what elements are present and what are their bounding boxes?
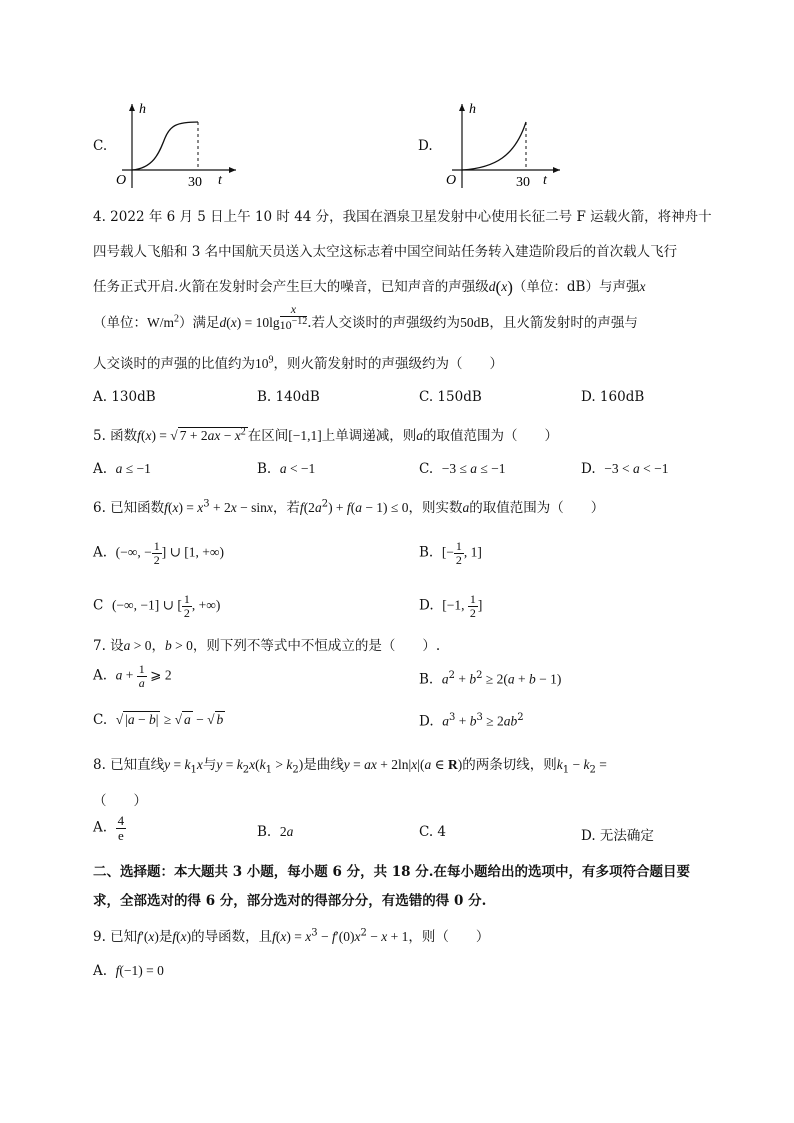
- q6-stem: 6. 已知函数$f(x) = x^3 + 2x - \sin x$，若$f(2a^2) + f(a - 1) \le 0$，则实数a的取值范围为（ ）: [93, 498, 605, 516]
- section-2-heading-line-2: 求，全部选对的得 6 分，部分选对的得部分分，有选错的得 0 分.: [93, 893, 487, 909]
- q6-option-c: C (−∞, −1] ∪ [ $\frac{1}{2}$ , +∞): [93, 592, 221, 620]
- q4-line-3: 任务正式开启.火箭在发射时会产生巨大的噪音，已知声音的声强级d(x)（单位：dB）与声强x: [93, 277, 646, 297]
- q4-option-a: A. 130dB: [93, 389, 156, 405]
- q7-option-c: C. √ |a − b| ≥ √ a − √ b: [93, 712, 224, 728]
- tick-30-label: 30: [516, 175, 530, 190]
- q4-line-4d: ，且火箭发射时的声强与: [489, 314, 638, 331]
- option-c-label: C.: [93, 138, 108, 154]
- q5-option-a: A. a ≤ −1: [93, 461, 151, 477]
- axis-t-label: t: [543, 173, 547, 188]
- q8-option-b: B. 2a: [257, 824, 294, 840]
- q4-line-4a: （单位：: [93, 314, 147, 331]
- q6-option-d: D. [−1, $\frac{1}{2}$ ]: [419, 592, 483, 620]
- q6-option-a: A. (−∞, − $\frac{1}{2}$ ] ∪ [1, +∞): [93, 539, 225, 567]
- q5-option-c: C. −3 ≤ a ≤ −1: [419, 461, 506, 477]
- option-d-label: D.: [418, 138, 433, 154]
- q4-option-c: C. 150dB: [419, 389, 482, 405]
- q4-line-4c: .若人交谈时的声强级约为: [307, 314, 461, 331]
- q4-line-4b: ）满足: [179, 314, 220, 331]
- q8-option-d: D. 无法确定: [581, 828, 654, 844]
- q4-option-d: D. 160dB: [581, 389, 645, 405]
- graph-d: [440, 100, 570, 192]
- origin-label: O: [446, 173, 457, 188]
- q9-option-a: A. f(−1) = 0: [93, 963, 164, 979]
- q4-option-b: B. 140dB: [257, 389, 320, 405]
- q8-option-a: A. $\frac{4}{e}$: [93, 813, 125, 843]
- q4-line-5b: ，则火箭发射时的声强级约为（ ）: [273, 356, 503, 372]
- section-2-heading-line-1: 二、选择题：本大题共 3 小题，每小题 6 分，共 18 分.在每小题给出的选项中，有多项符合题目要: [93, 864, 690, 880]
- q8-stem: 8. 已知直线$y = k_1x$与$y = k_2x(k_1 > k_2)$是曲线y = ax + 2ln|x|(a ∈ R)的两条切线，则$k_1 - k_2$ =: [93, 757, 607, 776]
- tick-30-label: 30: [188, 175, 202, 190]
- q9-stem: 9. 已知f′(x)是f(x)的导函数，且$f(x) = x^3 - f'(0)x^2 - x + 1$，则（ ）: [93, 927, 490, 945]
- q4-line-4: （单位：$W/m^2$）满足d(x) = 10lg $\frac{x}{10^{-12}}$ .若人交谈时的声强级约为50dB，且火箭发射时的声强与: [93, 302, 638, 332]
- q7-option-b: B. $a^2 + b^2 \ge 2(a + b - 1)$: [419, 670, 562, 688]
- q6-option-b: B. [− $\frac{1}{2}$ , 1]: [419, 539, 482, 567]
- q4-line-3a: 任务正式开启.火箭在发射时会产生巨大的噪音，已知声音的声强级: [93, 279, 489, 295]
- axis-t-label: t: [218, 173, 222, 188]
- q8-option-c: C. 4: [419, 824, 447, 840]
- axis-h-label: h: [139, 102, 146, 117]
- origin-label: O: [116, 173, 127, 188]
- axis-h-label: h: [469, 102, 476, 117]
- q8-paren: （ ）: [93, 793, 147, 809]
- q4-line-5a: 人交谈时的声强的比值约为: [93, 356, 255, 372]
- q4-line-3b: （单位：dB）与声强: [512, 279, 640, 295]
- q5-option-b: B. a < −1: [257, 461, 316, 477]
- q4-line-5: 人交谈时的声强的比值约为$10^9$，则火箭发射时的声强级约为（ ）: [93, 354, 503, 372]
- graph-c: [110, 100, 240, 192]
- q4-line-2: 四号载人飞船和 3 名中国航天员送入太空这标志着中国空间站任务转入建造阶段后的首次载人飞行: [93, 244, 678, 260]
- q4-line-1: 4. 2022 年 6 月 5 日上午 10 时 44 分，我国在酒泉卫星发射中心使用长征二号 F 运载火箭，将神舟十: [93, 209, 712, 225]
- q7-option-a: A. a + $\frac{1}{a}$ ⩾ 2: [93, 662, 172, 690]
- q5-stem: 5. 函数f(x) = √ $7 + 2ax - x^2$ 在区间[−1,1]上单调递减，则a的取值范围为（ ）: [93, 426, 558, 444]
- q7-option-d: D. $a^3 + b^3 \ge 2ab^2$: [419, 712, 524, 730]
- q7-stem: 7. 设a > 0，b > 0，则下列不等式中不恒成立的是（ ）.: [93, 638, 441, 654]
- q5-option-d: D. −3 < a < −1: [581, 461, 669, 477]
